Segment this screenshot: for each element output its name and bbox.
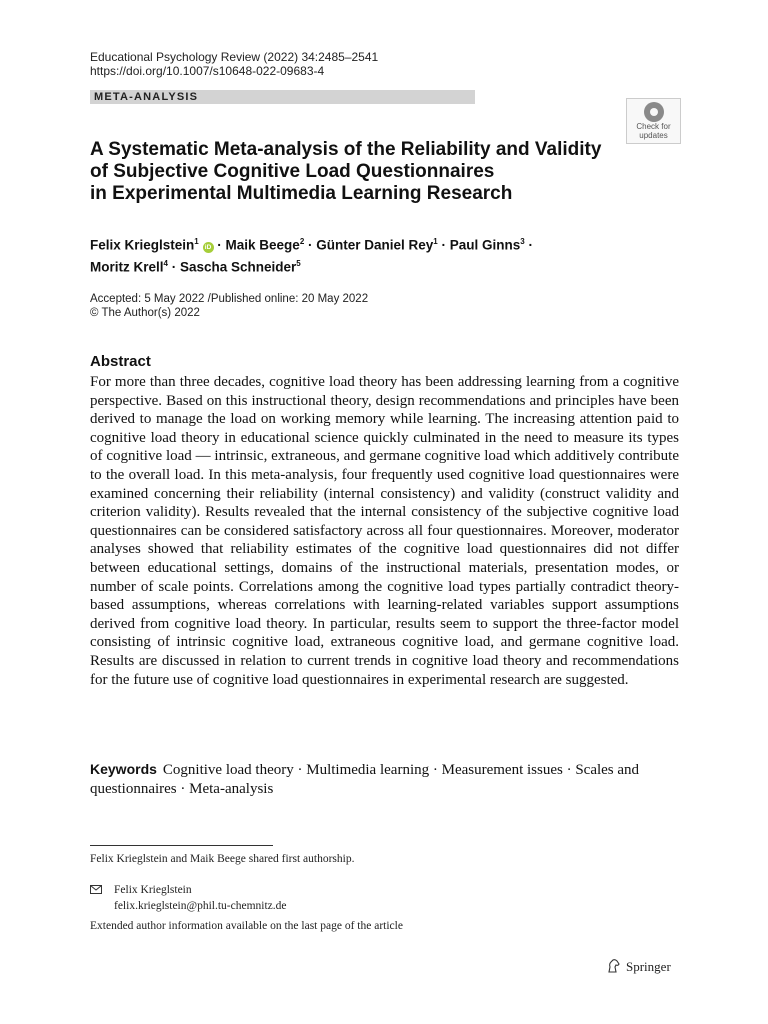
springer-horse-icon	[606, 958, 622, 974]
author-line-2: Moritz Krell$^4$ · Sascha Schneider$^5$	[90, 258, 301, 274]
keywords-text: Cognitive load theory · Multimedia learning · Measurement issues · Scales and questionnaires · Meta-analysis	[90, 762, 640, 797]
keywords-label: Keywords	[90, 761, 157, 777]
author-name[interactable]: Maik Beege	[225, 237, 300, 253]
author-name[interactable]: Sascha Schneider	[179, 259, 297, 274]
footnote-divider	[90, 845, 273, 846]
journal-header	[90, 50, 378, 78]
author-affiliation: 1	[433, 237, 438, 246]
badge-line1: Check for	[636, 122, 671, 131]
author-line-1: Felix Krieglstein$^1$ iD · Maik Beege$^2$ · Günter Daniel Rey$^1$ · Paul Ginns$^3$ ·	[90, 237, 533, 253]
journal-citation: Educational Psychology Review (2022) 34:2485–2541	[90, 50, 379, 64]
extended-author-info: Extended author information available on the last page of the article	[90, 920, 403, 932]
keywords-section	[90, 760, 679, 798]
corresponding-author	[90, 882, 287, 914]
doi-link[interactable]: https://doi.org/10.1007/s10648-022-09683-4	[90, 64, 325, 78]
mail-icon	[90, 885, 102, 894]
check-updates-icon	[644, 102, 664, 122]
category-label: META-ANALYSIS	[94, 91, 199, 103]
springer-logo	[606, 958, 671, 975]
author-affiliation: 4	[163, 258, 168, 268]
article-title	[90, 139, 620, 205]
author-affiliation: 1	[194, 237, 199, 246]
accepted-published: Accepted: 5 May 2022 /Published online: 20 May 2022	[90, 293, 369, 305]
author-affiliation: 2	[299, 237, 305, 246]
publication-dates	[90, 292, 368, 320]
author-name[interactable]: Felix Krieglstein	[90, 237, 195, 253]
contact-email[interactable]: felix.krieglstein@phil.tu-chemnitz.de	[114, 900, 287, 912]
title-line-1: A Systematic Meta-analysis of the Reliability and Validity	[90, 139, 602, 160]
title-line-2: of Subjective Cognitive Load Questionnaires	[90, 161, 495, 182]
contact-name: Felix Krieglstein	[114, 884, 192, 896]
copyright: © The Author(s) 2022	[90, 307, 200, 319]
authorship-footnote: Felix Krieglstein and Maik Beege shared first authorship.	[90, 853, 355, 865]
author-name[interactable]: Paul Ginns	[449, 237, 521, 253]
abstract-heading: Abstract	[90, 353, 151, 370]
orcid-icon[interactable]: iD	[203, 242, 214, 253]
author-affiliation: 5	[296, 258, 301, 268]
author-name[interactable]: Günter Daniel Rey	[316, 237, 434, 253]
title-line-3: in Experimental Multimedia Learning Research	[90, 183, 513, 204]
publisher-name: Springer	[626, 959, 671, 974]
author-name[interactable]: Moritz Krell	[90, 259, 164, 274]
category-banner	[90, 90, 475, 104]
abstract-text: For more than three decades, cognitive load theory has been addressing learning from a cognitive perspective. Based on this instructional theory, design recommendations and principles have been derived to manage the load on working memory while learning. The increasing attention paid to cognitive load theory in educational science quickly culminated in the need to measure its types of cognitive load — intrinsic, extraneous, and germane cognitive load which additively contribute to the overall load. In this meta-analysis, four frequently used cognitive load questionnaires were examined concerning their reliability (internal consistency) and validity (construct validity and criterion validity). Results revealed that the internal consistency of the subjective cognitive load questionnaires can be considered satisfactory across all four questionnaires. Moreover, moderator analyses showed that reliability estimates of the cognitive load questionnaires did not differ between educational settings, domains of the instructional materials, presentation modes, or number of scale points. Correlations among the cognitive load types partially contradict theory-based assumptions, whereas correlations with learning-related variables support assumptions derived from cognitive load theory. In particular, results seem to support the three-factor model consisting of intrinsic cognitive load, extraneous cognitive load, and germane cognitive load. Results are discussed in relation to current trends in cognitive load theory and recommendations for the future use of cognitive load questionnaires in experimental research are suggested.	[90, 374, 679, 688]
author-affiliation: 3	[520, 237, 525, 246]
badge-line2: updates	[639, 131, 668, 140]
check-for-updates-badge[interactable]	[626, 98, 681, 144]
author-list	[90, 233, 650, 276]
